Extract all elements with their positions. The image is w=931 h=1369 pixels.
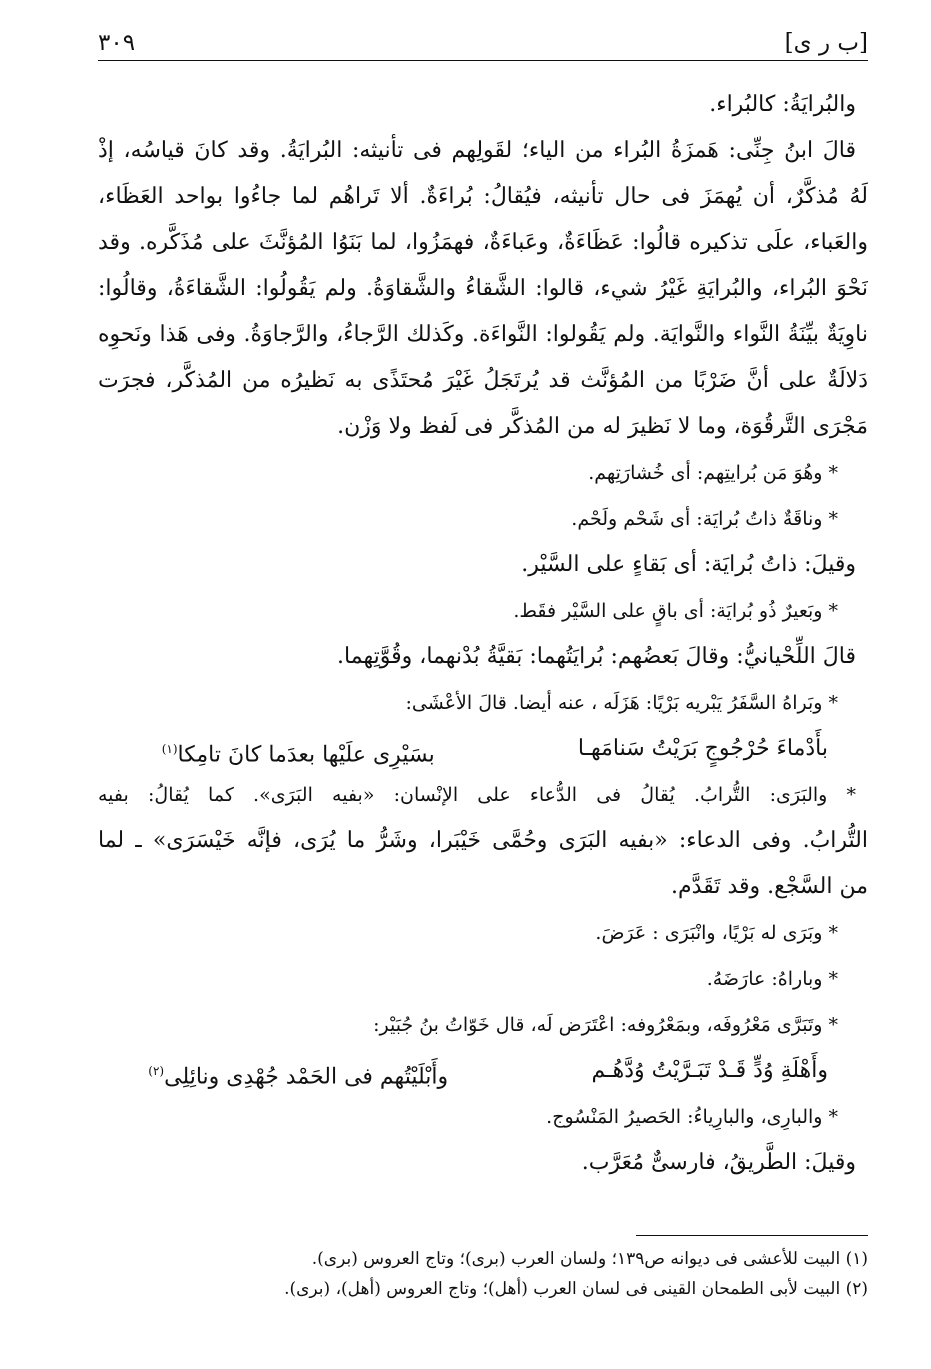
text-line: التُّرابُ. وفى الدعاء: «بفيه البَرَى وحُمَّى خَيْبَرا، وشَرُّ ما يُرَى، فإنَّه خَيْسَرَى» ـ لما (98, 828, 868, 853)
page-number: ٣٠٩ (98, 30, 136, 56)
entry-line: * وهُوَ مَن بُرايتِهم: أى خُشارَتِهم. (588, 462, 838, 484)
entry-line: * وبَعيرٌ ذُو بُرايَة: أى باقٍ على السَّيْر فقَط. (513, 600, 838, 622)
entry-line: * والبارِى، والبارِياءُ: الحَصيرُ المَنْسُوج. (546, 1106, 838, 1128)
footnotes (98, 1244, 868, 1304)
entry-line: * وبَرَى له بَرْيًا، وانْبَرَى : عَرَضَ. (595, 922, 838, 944)
footnote: (١) البيت للأعشى فى ديوانه ص١٣٩؛ ولسان العرب (برى)؛ وتاج العروس (برى). (311, 1249, 868, 1269)
footnote-marker: (٢) (148, 1064, 165, 1078)
text-line: والبُرايَةُ: كالبُراء. (709, 92, 856, 117)
text-line: ناوِيَةٌ بيِّنَةُ النَّواء والنَّوايَة. ولم يَقُولوا: النَّواءَة. وكَذلك الرَّجاءُ، والرَّجاوَةُ. وفى هَذا ونَحوِه (98, 322, 868, 347)
root-letters-label: [ب ر ى] (784, 30, 868, 56)
text-line: وقيلَ: الطَّريقُ، فارسىٌّ مُعَرَّب. (581, 1150, 856, 1175)
text-line: من السَّجْع. وقد تَقَدَّم. (671, 874, 868, 899)
poetry-verse (98, 726, 868, 772)
verse-first-hemistich: بأَدْماءَ حُرْجُوجٍ بَرَيْتُ سَنامَهـا (577, 736, 828, 761)
verse-first-hemistich: وأَهْلَةِ وُدٍّ قَـدْ تَبَـرَّيْتُ وُدَّهُـم (591, 1058, 828, 1083)
entry-line: * وناقَةٌ ذاتُ بُرايَة: أى شَحْم ولَحْم. (571, 508, 838, 530)
entry-line: * وباراهُ: عارَضَهُ. (706, 968, 838, 990)
footnote-divider (636, 1235, 868, 1236)
text-line: لَهُ مُذكَّرٌ، أن يُهمَزَ فى حال تأنيثه، فيُقالُ: بُراءَةٌ. ألا تَراهُم لما جاءُوا بواحد العَظَاء، (98, 184, 868, 209)
verse-second-hemistich-text: بسَيْرِى علَيْها بعدَما كانَ تامِكا (177, 742, 435, 768)
text-line: نَحْوَ البُراء، والبُرايَةِ غَيْرُ شيء، قالوا: الشَّقاءُ والشَّقاوَةُ. ولم يَقُولُوا: الشَّقاءَةُ، وقالُوا: (98, 276, 868, 301)
text-line: قالَ ابنُ جِنِّى: هَمزَةُ البُراء من الياء؛ لقَولِهم فى تأنيثه: البُرايَةُ. وقد كانَ قياسُه، إذْ (98, 138, 856, 163)
text-line: قالَ اللِّحْيانيُّ: وقالَ بَعضُهم: بُرايَتُهما: بَقيَّةُ بُدْنهما، وقُوَّتِهما. (337, 644, 856, 669)
entry-line: * وبَراهُ السَّفَرُ يَبْريه بَرْيًا: هَزَلَه ، عنه أيضا. قالَ الأعْشَى: (405, 692, 838, 714)
main-text (98, 82, 868, 1186)
verse-second-hemistich (98, 1048, 498, 1094)
entry-line: * وتَبَرَّى مَعْرُوفَه، وبمَعْرُوفه: اعْتَرَض لَه، قال خَوّاتُ بنُ جُبَيْر: (373, 1014, 838, 1036)
entry-line: * والبَرَى: التُّرابُ. يُقالُ فى الدُّعاء على الإنْسان: «بفيه البَرَى». كما يُقالُ: بفيه (98, 784, 856, 806)
poetry-verse (98, 1048, 868, 1094)
page-header (98, 30, 868, 61)
text-line: دَلالَةٌ على أنَّ ضَرْبًا من المُؤنَّث قد يُرتَجَلُ غَيْرَ مُحتَذًى به نَظيرُه من المُذكَّر، فجرَت (98, 368, 868, 393)
verse-second-hemistich (98, 726, 498, 772)
book-page (98, 22, 868, 1342)
footnote-marker: (١) (161, 742, 178, 756)
text-line: وقيلَ: ذاتُ بُرايَة: أى بَقاءٍ على السَّيْر. (521, 552, 856, 577)
verse-second-hemistich-text: وأَبْلَيْتُهم فى الحَمْد جُهْدِى ونائِلِى (164, 1064, 449, 1090)
footnote: (٢) البيت لأبى الطمحان القينى فى لسان العرب (أهل)؛ وتاج العروس (أهل)، (برى). (284, 1279, 868, 1299)
text-line: والعَباء، علَى تذكيره قالُوا: عَظَاءَةٌ، وعَباءَةٌ، فهمَزُوا، لما بَنَوُا المُؤنَّثَ على مُذَكَّره. وقد (98, 230, 868, 255)
text-line: مَجْرَى التَّرقُوَة، وما لا نَظيرَ له من المُذكَّر فى لَفظ ولا وَزْن. (337, 414, 868, 439)
